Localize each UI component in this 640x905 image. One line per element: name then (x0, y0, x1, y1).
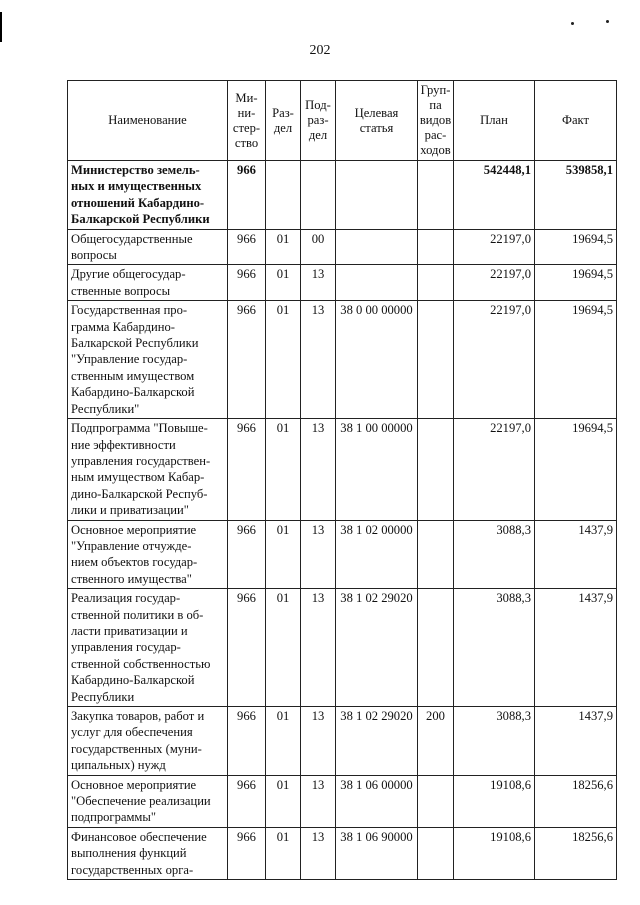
left-edge-mark (0, 12, 2, 42)
row-target-cell: 38 1 02 29020 (336, 589, 418, 707)
header-plan: План (454, 81, 535, 161)
table-body (68, 161, 617, 880)
row-expense-group-cell (418, 229, 454, 265)
row-fact-cell: 1437,9 (535, 707, 617, 776)
row-fact-cell: 19694,5 (535, 419, 617, 520)
row-expense-group-cell (418, 589, 454, 707)
row-expense-group-cell (418, 419, 454, 520)
row-subsection-cell: 13 (301, 589, 336, 707)
row-plan-cell: 3088,3 (454, 520, 535, 589)
row-section-cell: 01 (266, 589, 301, 707)
row-ministry-cell: 966 (228, 161, 266, 230)
row-fact-cell: 19694,5 (535, 265, 617, 301)
row-name-cell: Реализация государ- ственной политики в об- ласти приватизации и управления государ- ственной собственностью Кабардино-Балкарской Республики (68, 589, 228, 707)
row-plan-cell: 542448,1 (454, 161, 535, 230)
row-ministry-cell: 966 (228, 707, 266, 776)
row-name-cell: Государственная про- грамма Кабардино- Балкарской Республики "Управление государ- ственным имуществом Кабардино-Балкарской Республики" (68, 301, 228, 419)
row-expense-group-cell: 200 (418, 707, 454, 776)
header-subsection: Под- раз- дел (301, 81, 336, 161)
row-name-cell: Закупка товаров, работ и услуг для обеспечения государственных (муни- ципальных) нужд (68, 707, 228, 776)
row-section-cell: 01 (266, 827, 301, 879)
row-ministry-cell: 966 (228, 229, 266, 265)
row-target-cell: 38 0 00 00000 (336, 301, 418, 419)
row-fact-cell: 18256,6 (535, 775, 617, 827)
row-target-cell (336, 265, 418, 301)
row-ministry-cell: 966 (228, 827, 266, 879)
row-plan-cell: 3088,3 (454, 707, 535, 776)
row-target-cell: 38 1 02 00000 (336, 520, 418, 589)
row-section-cell: 01 (266, 775, 301, 827)
row-section-cell (266, 161, 301, 230)
row-name-cell: Министерство земель- ных и имущественных отношений Кабардино- Балкарской Республики (68, 161, 228, 230)
header-fact: Факт (535, 81, 617, 161)
row-fact-cell: 18256,6 (535, 827, 617, 879)
row-ministry-cell: 966 (228, 589, 266, 707)
row-subsection-cell: 13 (301, 301, 336, 419)
row-ministry-cell: 966 (228, 419, 266, 520)
row-ministry-cell: 966 (228, 265, 266, 301)
row-section-cell: 01 (266, 301, 301, 419)
table-row (68, 589, 617, 707)
row-section-cell: 01 (266, 419, 301, 520)
table-row (68, 775, 617, 827)
table-row (68, 419, 617, 520)
row-fact-cell: 19694,5 (535, 301, 617, 419)
row-plan-cell: 22197,0 (454, 229, 535, 265)
row-fact-cell: 539858,1 (535, 161, 617, 230)
row-subsection-cell: 13 (301, 707, 336, 776)
row-plan-cell: 19108,6 (454, 775, 535, 827)
header-expense-group: Груп- па видов рас- ходов (418, 81, 454, 161)
table-row (68, 827, 617, 879)
row-subsection-cell: 13 (301, 265, 336, 301)
row-ministry-cell: 966 (228, 520, 266, 589)
corner-mark (571, 22, 574, 25)
row-name-cell: Основное мероприятие "Обеспечение реализации подпрограммы" (68, 775, 228, 827)
row-expense-group-cell (418, 775, 454, 827)
table-row (68, 301, 617, 419)
row-target-cell: 38 1 00 00000 (336, 419, 418, 520)
row-section-cell: 01 (266, 707, 301, 776)
row-plan-cell: 3088,3 (454, 589, 535, 707)
row-expense-group-cell (418, 827, 454, 879)
row-expense-group-cell (418, 301, 454, 419)
page-number: 202 (309, 43, 331, 58)
row-expense-group-cell (418, 265, 454, 301)
table-row (68, 520, 617, 589)
table-row (68, 265, 617, 301)
header-target: Целевая статья (336, 81, 418, 161)
row-expense-group-cell (418, 520, 454, 589)
header-section: Раз- дел (266, 81, 301, 161)
budget-table (67, 80, 617, 880)
table-row (68, 229, 617, 265)
row-fact-cell: 1437,9 (535, 589, 617, 707)
row-subsection-cell: 13 (301, 520, 336, 589)
corner-mark (606, 20, 609, 23)
table-header-row (68, 81, 617, 161)
row-section-cell: 01 (266, 265, 301, 301)
row-target-cell: 38 1 02 29020 (336, 707, 418, 776)
header-ministry: Ми- ни- стер- ство (228, 81, 266, 161)
row-name-cell: Общегосударственные вопросы (68, 229, 228, 265)
row-name-cell: Финансовое обеспечение выполнения функций государственных орга- (68, 827, 228, 879)
row-name-cell: Основное мероприятие "Управление отчужде- нием объектов государ- ственного имущества" (68, 520, 228, 589)
table-row (68, 161, 617, 230)
row-subsection-cell: 13 (301, 775, 336, 827)
row-name-cell: Другие общегосудар- ственные вопросы (68, 265, 228, 301)
row-target-cell (336, 161, 418, 230)
row-name-cell: Подпрограмма "Повыше- ние эффективности управления государствен- ным имуществом Кабар- дино-Балкарской Респуб- лики и приватизации" (68, 419, 228, 520)
row-plan-cell: 22197,0 (454, 419, 535, 520)
row-ministry-cell: 966 (228, 301, 266, 419)
row-fact-cell: 1437,9 (535, 520, 617, 589)
table-row (68, 707, 617, 776)
row-subsection-cell: 13 (301, 827, 336, 879)
row-ministry-cell: 966 (228, 775, 266, 827)
row-plan-cell: 22197,0 (454, 301, 535, 419)
row-target-cell: 38 1 06 90000 (336, 827, 418, 879)
header-name: Наименование (68, 81, 228, 161)
row-expense-group-cell (418, 161, 454, 230)
row-section-cell: 01 (266, 520, 301, 589)
row-subsection-cell: 00 (301, 229, 336, 265)
row-target-cell: 38 1 06 00000 (336, 775, 418, 827)
row-subsection-cell: 13 (301, 419, 336, 520)
row-subsection-cell (301, 161, 336, 230)
row-section-cell: 01 (266, 229, 301, 265)
row-target-cell (336, 229, 418, 265)
row-plan-cell: 22197,0 (454, 265, 535, 301)
row-plan-cell: 19108,6 (454, 827, 535, 879)
row-fact-cell: 19694,5 (535, 229, 617, 265)
